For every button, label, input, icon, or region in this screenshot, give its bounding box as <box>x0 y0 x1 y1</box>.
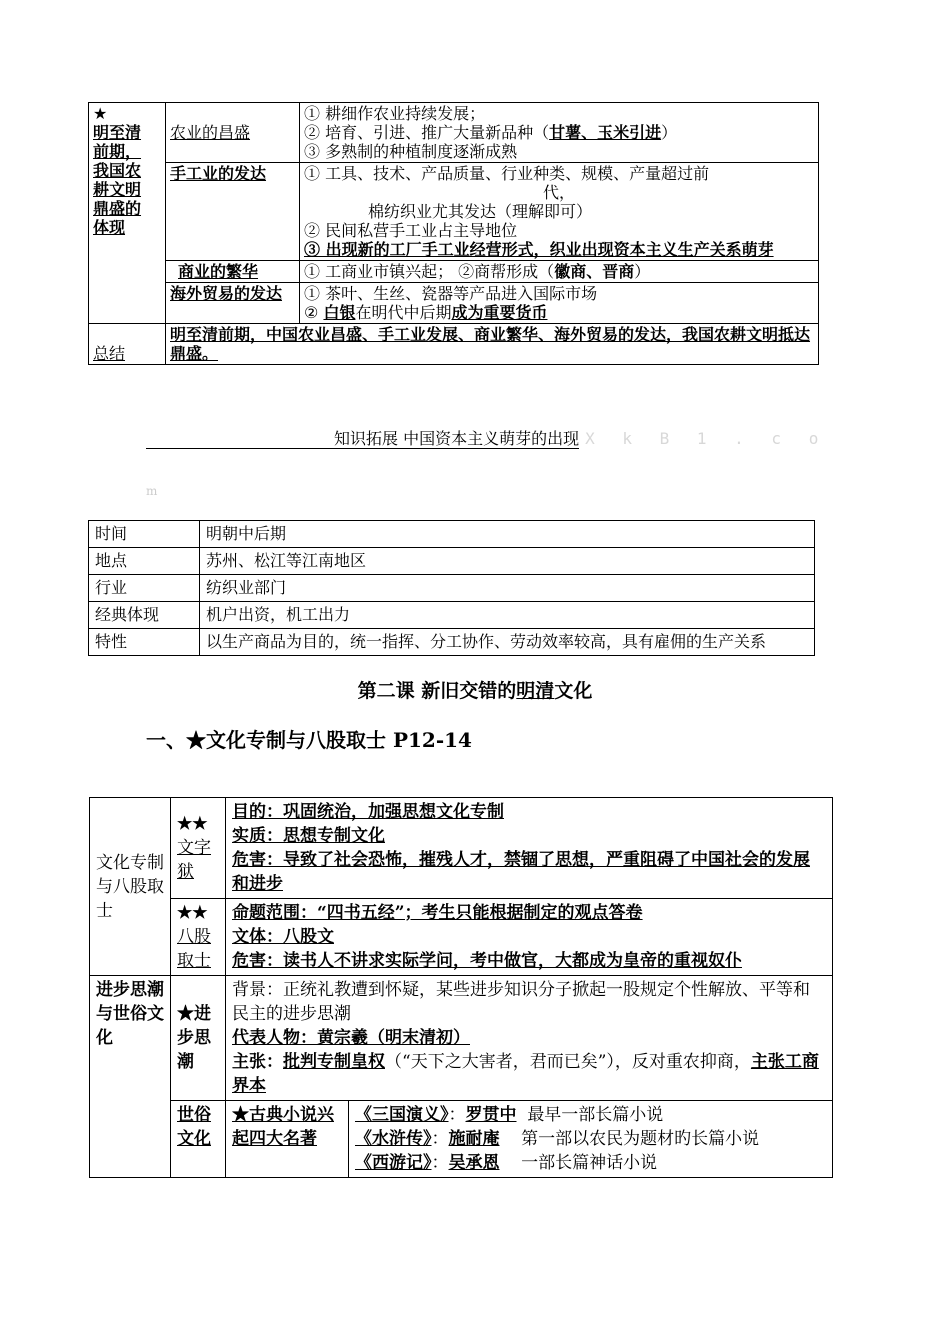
agriculture-table <box>88 102 819 365</box>
row-value: 以生产商品为目的，统一指挥、分工协作、劳动效率较高，具有雇佣的生产关系 <box>200 629 815 656</box>
novel-item: 《西游记》：吴承恩 一部长篇神话小说 <box>355 1153 658 1173</box>
baguqushi-content: 命题范围：“四书五经”；考生只能根据制定的观点答卷 文体：八股文 危害：读书人不讲求实际学问，考中做官，大都成为皇帝的重视奴仆 <box>226 899 833 976</box>
novel-item: 《三国演义》：罗贯中 最早一部长篇小说 <box>355 1105 664 1125</box>
novels-list <box>349 1101 833 1177</box>
star-mark: ★ <box>93 104 108 123</box>
row-key: 经典体现 <box>89 602 200 629</box>
secular-content <box>226 1101 833 1178</box>
agri-label: 农业的昌盛 <box>166 103 300 163</box>
wenziyu-content: 目的：巩固统治，加强思想文化专制 实质：思想专制文化 危害：导致了社会恐怖，摧残人才，禁锢了思想，严重阻碍了中国社会的发展和进步 <box>226 798 833 899</box>
novels-table <box>226 1101 832 1177</box>
blank-line <box>146 432 334 449</box>
culture-autocracy-label: 文化专制与八股取士 <box>90 798 171 976</box>
agri-content: ① 耕细作农业持续发展； ② 培育、引进、推广大量新品种（甘薯、玉米引进） ③ 多熟制的种植制度逐渐成熟 <box>300 103 819 163</box>
novels-sub-label: ★古典小说兴起四大名著 <box>232 1105 334 1149</box>
secular-label: 世俗文化 <box>171 1101 226 1178</box>
culture-table <box>89 797 833 1178</box>
section-title: 一、★文化专制与八股取士 P12-14 <box>146 728 472 752</box>
row-key: 特性 <box>89 629 200 656</box>
summary-label: 总结 <box>89 324 166 365</box>
trade-label: 海外贸易的发达 <box>166 283 300 324</box>
novel-item: 《水浒传》：施耐庵 第一部以农民为题材旳长篇小说 <box>355 1129 760 1149</box>
row-value: 机户出资，机工出力 <box>200 602 815 629</box>
lesson-title: 第二课 新旧交错的明清文化 <box>357 680 593 702</box>
topic-cell: ★ 明至清 前期， 我国农 耕文明 鼎盛的 体现 <box>89 103 166 324</box>
commerce-content: ① 工商业市镇兴起； ②商帮形成（徽商、晋商） <box>300 261 819 283</box>
wenziyu-label: ★★ 文字狱 <box>171 798 226 899</box>
craft-label: 手工业的发达 <box>166 163 300 261</box>
row-value: 苏州、松江等江南地区 <box>200 548 815 575</box>
row-value: 纺织业部门 <box>200 575 815 602</box>
baguqushi-label: ★★ 八股取士 <box>171 899 226 976</box>
commerce-label: 商业的繁华 <box>166 261 300 283</box>
trade-content: ① 茶叶、生丝、瓷器等产品进入国际市场 ② 白银在明代中后期成为重要货币 <box>300 283 819 324</box>
expansion-heading: 知识拓展 中国资本主义萌芽的出现 X k B 1 . c o <box>146 426 827 449</box>
progressive-label: 进步思潮与世俗文化 <box>90 976 171 1178</box>
craft-content: ① 工具、技术、产品质量、行业种类、规模、产量超过前 代， 棉纺织业尤其发达（理解即可） ② 民间私营手工业占主导地位 ③ 出现新的工厂手工业经营形式，织业出现资本主义生产关系萌芽 <box>300 163 819 261</box>
row-key: 时间 <box>89 521 200 548</box>
row-key: 地点 <box>89 548 200 575</box>
watermark: X k B 1 . c o <box>585 429 828 448</box>
row-key: 行业 <box>89 575 200 602</box>
summary-text: 明至清前期，中国农业昌盛、手工业发展、商业繁华、海外贸易的发达，我国农耕文明抵达鼎盛。 <box>166 324 819 365</box>
jinbu-content: 背景：正统礼教遭到怀疑，某些进步知识分子掀起一股规定个性解放、平等和民主的进步思潮 代表人物：黄宗羲（明末清初） 主张：批判专制皇权（“天下之大害者，君而已矣”），反对重农抑商，主张工商界本 <box>226 976 833 1101</box>
row-value: 明朝中后期 <box>200 521 815 548</box>
watermark-tail: m <box>146 484 158 498</box>
jinbu-label: ★进步思潮 <box>171 976 226 1101</box>
capitalism-sprouts-table <box>88 520 815 656</box>
